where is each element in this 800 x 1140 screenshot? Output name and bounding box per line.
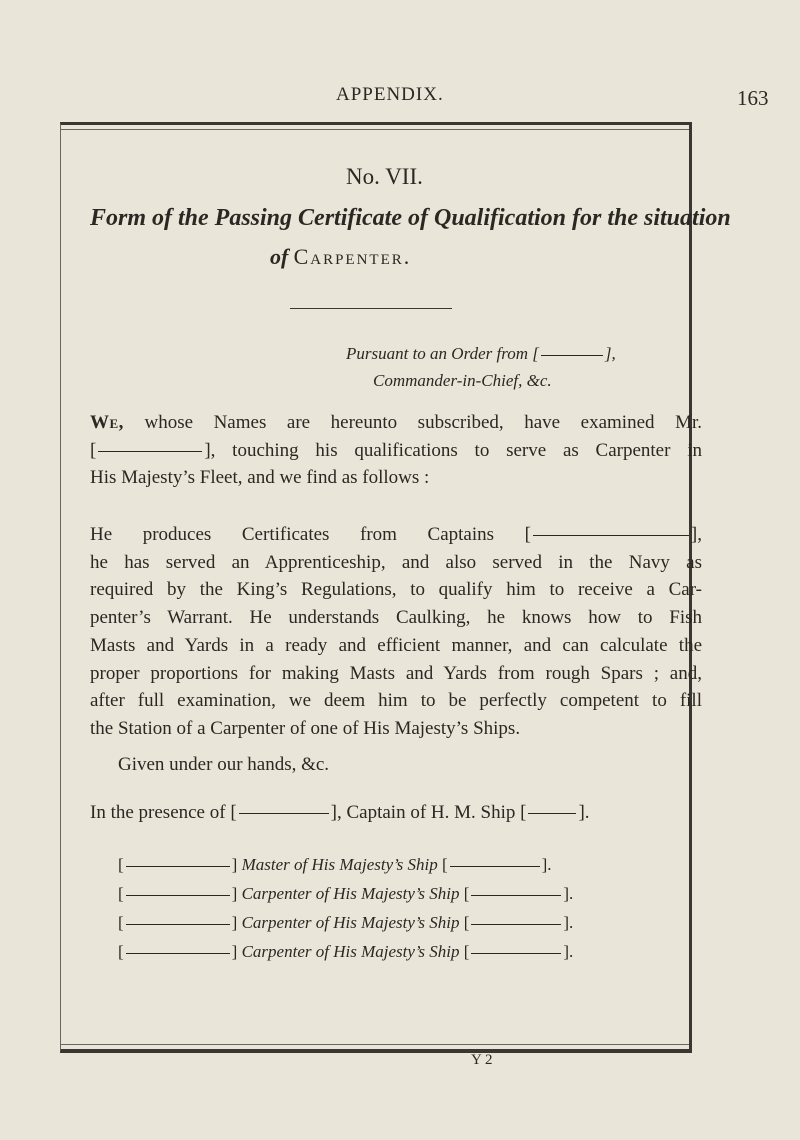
ship-name-blank xyxy=(528,813,576,814)
signatory-ship-blank xyxy=(471,924,561,925)
signatory-name-blank xyxy=(126,895,230,896)
p2-line1-end: ], xyxy=(690,524,702,545)
p1-bracket: [ xyxy=(90,439,97,461)
pursuant-text: Pursuant to an Order from xyxy=(346,344,528,363)
pursuant-bracket-open: [ xyxy=(532,344,539,363)
paragraph-examined xyxy=(90,409,702,492)
sig-bracket-open: [ xyxy=(118,884,124,903)
signatory-role: Carpenter of His Majesty’s Ship xyxy=(241,884,460,903)
form-title-line1: Form of the Passing Certificate of Qualification for the situation xyxy=(90,205,731,231)
sig-bracket-ship: [ xyxy=(459,884,470,903)
p1-line2-text: ], touching his qualifications to serve as Carpenter in xyxy=(204,439,702,461)
candidate-name-blank xyxy=(98,451,202,452)
pursuant-bracket-close: ], xyxy=(604,344,616,363)
title-separator-rule xyxy=(290,308,452,309)
signatory-name-blank xyxy=(126,953,230,954)
p2-line-4: penter’s Warrant. He understands Caulking, he knows how to Fish xyxy=(90,607,702,629)
sig-bracket-end: ]. xyxy=(563,884,574,903)
sig-bracket-ship: [ xyxy=(437,855,448,874)
form-title-line2 xyxy=(270,244,411,270)
sig-bracket-end: ]. xyxy=(541,855,552,874)
page-number: 163 xyxy=(737,86,769,110)
sig-bracket-end: ]. xyxy=(563,913,574,932)
presence-name-blank xyxy=(239,813,329,814)
p2-line-8: the Station of a Carpenter of one of His Majesty’s Ships. xyxy=(90,717,521,739)
form-number: No. VII. xyxy=(346,164,423,189)
p1-we: We, xyxy=(90,412,124,433)
signatory-ship-blank xyxy=(471,953,561,954)
sig-bracket-mid: ] xyxy=(231,855,238,874)
running-head xyxy=(0,84,800,114)
p2-line-6: proper proportions for making Masts and Yards from rough Spars ; and, xyxy=(90,662,702,684)
p1-line-3: His Majesty’s Fleet, and we find as follows : xyxy=(90,467,430,489)
p2-line-1 xyxy=(90,521,702,549)
signatory-name-blank xyxy=(126,924,230,925)
p1-line-2 xyxy=(90,437,702,465)
running-head-title: APPENDIX. xyxy=(336,84,444,105)
sig-bracket-mid: ] xyxy=(231,884,238,903)
sig-bracket-open: [ xyxy=(118,855,124,874)
sig-bracket-ship: [ xyxy=(459,942,470,961)
signatory-ship-blank xyxy=(471,895,561,896)
presence-text-b: ], Captain of H. M. Ship [ xyxy=(330,802,527,823)
frame-inner-rule-bottom xyxy=(61,1044,689,1045)
signatory-row xyxy=(118,942,573,962)
given-under-line: Given under our hands, &c. xyxy=(118,754,330,775)
p2-line-7: after full examination, we deem him to be perfectly competent to fill xyxy=(90,690,702,712)
presence-line xyxy=(90,802,590,824)
frame-inner-rule-top xyxy=(61,129,689,130)
sig-bracket-open: [ xyxy=(118,913,124,932)
captains-blank xyxy=(533,535,689,536)
signatory-row xyxy=(118,913,573,933)
sig-bracket-mid: ] xyxy=(231,942,238,961)
order-from-blank xyxy=(541,355,603,356)
signatory-row xyxy=(118,884,573,904)
signatory-role: Carpenter of His Majesty’s Ship xyxy=(241,913,460,932)
pursuant-line xyxy=(346,344,616,364)
signature-mark: Y 2 xyxy=(471,1052,493,1068)
p2-line-3: required by the King’s Regulations, to qualify him to receive a Car- xyxy=(90,579,702,601)
paragraph-produces xyxy=(90,521,702,743)
presence-text-c: ]. xyxy=(578,802,590,823)
form-title-carpenter: Carpenter. xyxy=(293,244,412,269)
sig-bracket-end: ]. xyxy=(563,942,574,961)
sig-bracket-ship: [ xyxy=(459,913,470,932)
presence-text-a: In the presence of [ xyxy=(90,802,237,823)
p2-line-5: Masts and Yards in a ready and efficient manner, and can calculate the xyxy=(90,634,702,656)
signatory-row xyxy=(118,855,552,875)
p2-line-2: he has served an Apprenticeship, and also served in the Navy as xyxy=(90,551,702,573)
signatory-role: Carpenter of His Majesty’s Ship xyxy=(241,942,460,961)
form-title-of: of xyxy=(270,244,289,269)
signatory-ship-blank xyxy=(450,866,540,867)
p2-line1-text: He produces Certificates from Captains [ xyxy=(90,524,531,545)
signatory-name-blank xyxy=(126,866,230,867)
p1-line1-rest: whose Names are hereunto subscribed, have examined Mr. xyxy=(123,412,702,433)
sig-bracket-open: [ xyxy=(118,942,124,961)
p1-line-1 xyxy=(90,409,702,437)
sig-bracket-mid: ] xyxy=(231,913,238,932)
commander-line: Commander-in-Chief, &c. xyxy=(373,371,552,390)
signatory-role: Master of His Majesty’s Ship xyxy=(241,855,438,874)
